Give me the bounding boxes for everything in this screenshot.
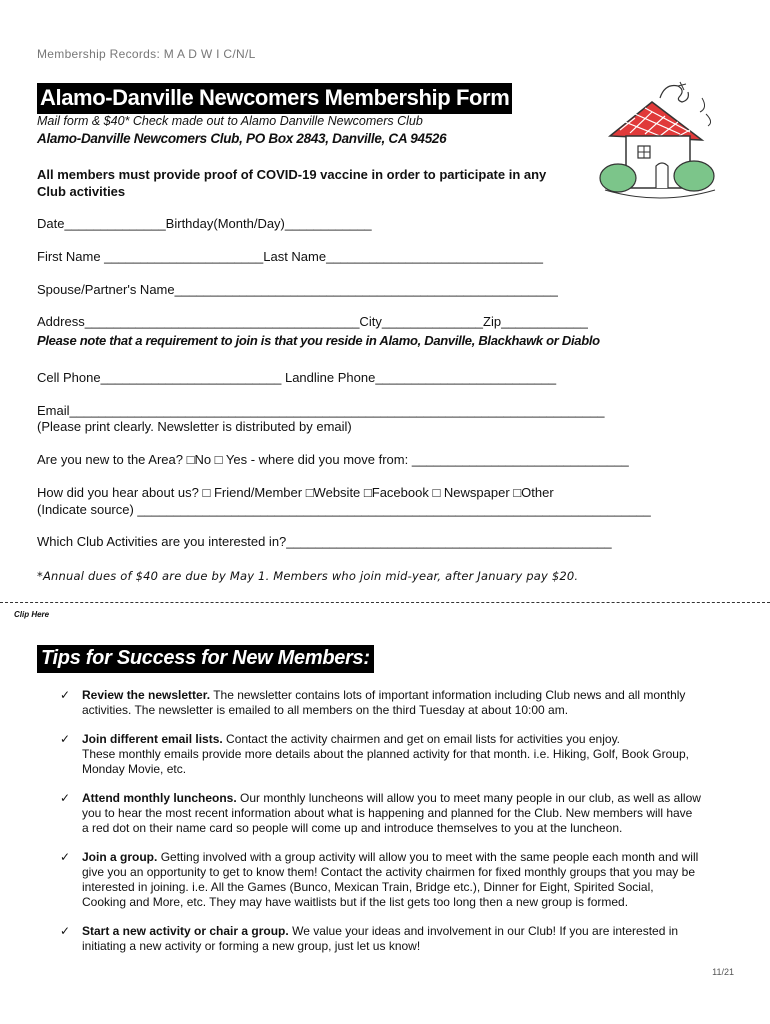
checkmark-icon: ✓: [60, 732, 71, 746]
tip-text: activities. The newsletter is emailed to all members on the third Tuesday at about 10:00 am.: [82, 703, 569, 717]
activities-interest-field[interactable]: Which Club Activities are you interested in?_____________________________________________: [37, 534, 612, 549]
residence-requirement-note: Please note that a requirement to join is that you reside in Alamo, Danville, Blackhawk or Diablo: [37, 333, 600, 348]
covid-notice: All members must provide proof of COVID-19 vaccine in order to participate in any Club activities: [37, 167, 547, 199]
email-field[interactable]: Email__________________________________________________________________________: [37, 403, 605, 418]
spouse-partner-field[interactable]: Spouse/Partner's Name_____________________________________________________: [37, 282, 558, 297]
tip-item: [60, 732, 740, 777]
form-title: Alamo-Danville Newcomers Membership Form: [37, 83, 512, 114]
tip-item: [60, 791, 740, 836]
new-to-area-field[interactable]: Are you new to the Area? □No □ Yes - where did you move from: ______________________________: [37, 452, 629, 467]
page-code: 11/21: [712, 967, 734, 977]
tip-text: Contact the activity chairmen and get on email lists for activities you enjoy.: [226, 732, 621, 746]
clip-here-label: Clip Here: [14, 610, 50, 619]
tip-lead: Attend monthly luncheons.: [82, 791, 237, 805]
tip-lead: Start a new activity or chair a group.: [82, 924, 289, 938]
tip-text: interested in joining. i.e. All the Games (Bunco, Mexican Train, Bridge etc.), Dinner for Eight, Spirited Social,: [82, 880, 654, 894]
house-illustration: [590, 78, 730, 213]
tip-item: [60, 850, 740, 910]
address-field[interactable]: Address______________________________________City______________Zip____________: [37, 314, 588, 329]
name-field[interactable]: First Name ______________________Last Name______________________________: [37, 249, 543, 264]
annual-dues-note: *Annual dues of $40 are due by May 1. Members who join mid-year, after January pay $20.: [37, 569, 579, 583]
membership-records-label: Membership Records: M A D W I C/N/L: [37, 47, 256, 61]
tip-text: Cooking and More, etc. They may have waitlists but if the list gets too long then a new group is formed.: [82, 895, 629, 909]
clip-divider: [0, 602, 770, 603]
phone-field[interactable]: Cell Phone_________________________ Landline Phone_________________________: [37, 370, 557, 385]
tip-text: The newsletter contains lots of important information including Club news and all monthly: [213, 688, 686, 702]
tips-list: [60, 688, 740, 968]
tip-lead: Join a group.: [82, 850, 158, 864]
mail-instructions: Mail form & $40* Check made out to Alamo Danville Newcomers Club: [37, 114, 423, 128]
indicate-source-field[interactable]: (Indicate source) _______________________________________________________________________: [37, 502, 651, 517]
tip-item: [60, 924, 740, 954]
tip-item: [60, 688, 740, 718]
how-did-you-hear-field[interactable]: How did you hear about us? □ Friend/Member □Website □Facebook □ Newspaper □Other: [37, 485, 554, 500]
checkmark-icon: ✓: [60, 688, 71, 702]
club-address: Alamo-Danville Newcomers Club, PO Box 2843, Danville, CA 94526: [37, 131, 447, 146]
date-birthday-field[interactable]: Date______________Birthday(Month/Day)____________: [37, 216, 372, 231]
checkmark-icon: ✓: [60, 791, 71, 805]
tip-text: Monday Movie, etc.: [82, 762, 187, 776]
tip-text: give you an opportunity to get to know them! Contact the activity chairmen for fixed monthly groups that you may be: [82, 865, 695, 879]
tip-lead: Review the newsletter.: [82, 688, 211, 702]
checkmark-icon: ✓: [60, 850, 71, 864]
tips-title: Tips for Success for New Members:: [37, 645, 374, 673]
tip-lead: Join different email lists.: [82, 732, 223, 746]
tip-text: a red dot on their name card so people will come up and introduce themselves to you at the luncheon.: [82, 821, 623, 835]
tip-text: Our monthly luncheons will allow you to meet many people in our club, as well as allow: [240, 791, 701, 805]
checkmark-icon: ✓: [60, 924, 71, 938]
tip-text: These monthly emails provide more details about the planned activity for that month. i.e. Hiking, Golf, Book Group,: [82, 747, 689, 761]
email-hint: (Please print clearly. Newsletter is distributed by email): [37, 419, 352, 434]
tip-text: initiating a new activity or forming a new group, just let us know!: [82, 939, 421, 953]
tip-text: Getting involved with a group activity will allow you to meet with the same people each month and will: [160, 850, 699, 864]
tip-text: you to hear the most recent information about what is happening and planned for the Club. New members will have: [82, 806, 693, 820]
tip-text: We value your ideas and involvement in our Club! If you are interested in: [292, 924, 679, 938]
